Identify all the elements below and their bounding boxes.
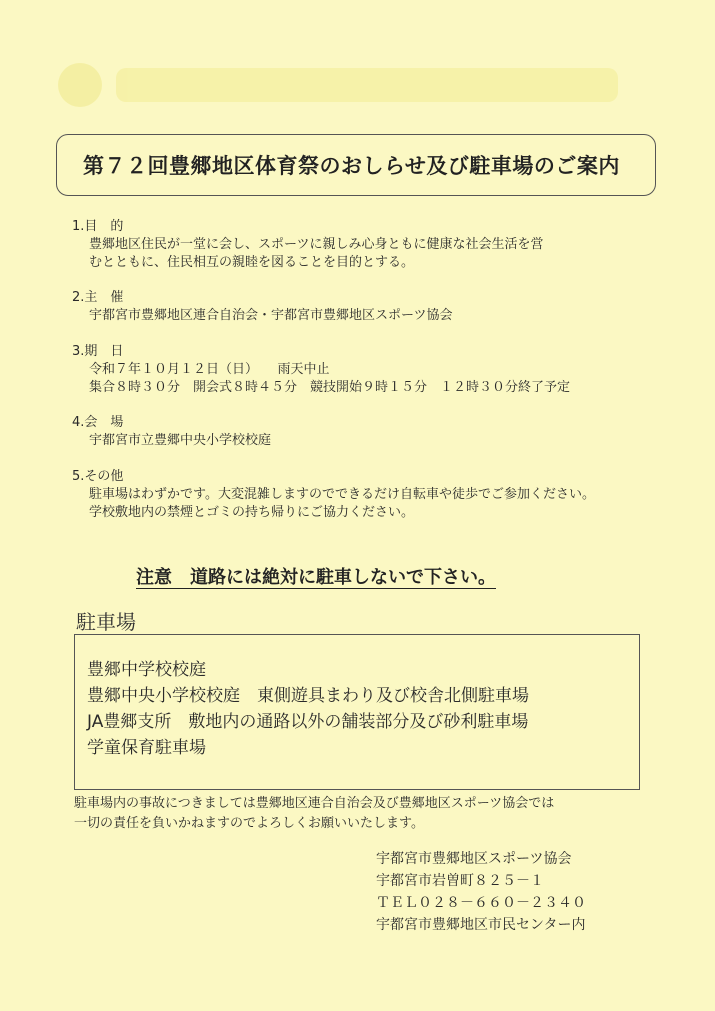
section-body: 駐車場はわずかです。大変混雑しますのでできるだけ自転車や徒歩でご参加ください。 xyxy=(89,487,595,502)
section-heading: 5.その他 xyxy=(72,469,124,484)
section-body: 宇都宮市豊郷地区連合自治会・宇都宮市豊郷地区スポーツ協会 xyxy=(89,308,453,323)
section-heading: 4.会 場 xyxy=(72,415,124,430)
faded-circle-logo xyxy=(58,63,102,107)
section-heading: 2.主 催 xyxy=(72,290,124,305)
disclaimer xyxy=(74,794,554,834)
section-body: 宇都宮市立豊郷中央小学校校庭 xyxy=(89,433,272,448)
disclaimer-line: 一切の責任を負いかねますのでよろしくお願いいたします。 xyxy=(74,816,424,831)
parking-item: 豊郷中学校校庭 xyxy=(87,660,206,680)
faded-header-graphic xyxy=(58,60,618,110)
parking-item: 豊郷中央小学校校庭 東側遊具まわり及び校舎北側駐車場 xyxy=(87,686,529,706)
parking-heading: 駐車場 xyxy=(76,610,136,634)
faded-banner xyxy=(116,68,618,102)
contact-phone: ＴＥＬ０２８－６６０－２３４０ xyxy=(376,895,586,911)
section-body: 豊郷地区住民が一堂に会し、スポーツに親しみ心身ともに健康な社会生活を営 xyxy=(89,237,544,252)
contact-address: 宇都宮市岩曽町８２５－１ xyxy=(376,873,544,889)
disclaimer-line: 駐車場内の事故につきましては豊郷地区連合自治会及び豊郷地区スポーツ協会では xyxy=(74,796,555,811)
parking-item: JA豊郷支所 敷地内の通路以外の舗装部分及び砂利駐車場 xyxy=(87,712,529,732)
section-body: むとともに、住民相互の親睦を図ることを目的とする。 xyxy=(89,255,415,270)
document-title: 第７２回豊郷地区体育祭のおしらせ及び駐車場のご案内 xyxy=(83,154,620,178)
title-box xyxy=(56,134,656,196)
section-date xyxy=(72,343,570,397)
section-venue xyxy=(72,414,271,450)
contact-organization: 宇都宮市豊郷地区スポーツ協会 xyxy=(376,851,572,867)
section-organizer xyxy=(72,289,452,325)
section-heading: 1.目 的 xyxy=(72,219,124,234)
section-body: 集合８時３０分 開会式８時４５分 競技開始９時１５分 １２時３０分終了予定 xyxy=(89,380,571,395)
contact-location: 宇都宮市豊郷地区市民センター内 xyxy=(376,917,586,933)
section-other xyxy=(72,468,595,522)
parking-list-box xyxy=(74,634,640,790)
contact-block xyxy=(376,848,586,936)
section-purpose xyxy=(72,218,543,272)
section-body: 令和７年１０月１２日（日） 雨天中止 xyxy=(89,362,330,377)
section-heading: 3.期 日 xyxy=(72,344,124,359)
parking-item: 学童保育駐車場 xyxy=(87,738,206,758)
parking-notice: 注意 道路には絶対に駐車しないで下さい。 xyxy=(136,567,496,588)
section-body: 学校敷地内の禁煙とゴミの持ち帰りにご協力ください。 xyxy=(89,505,415,520)
